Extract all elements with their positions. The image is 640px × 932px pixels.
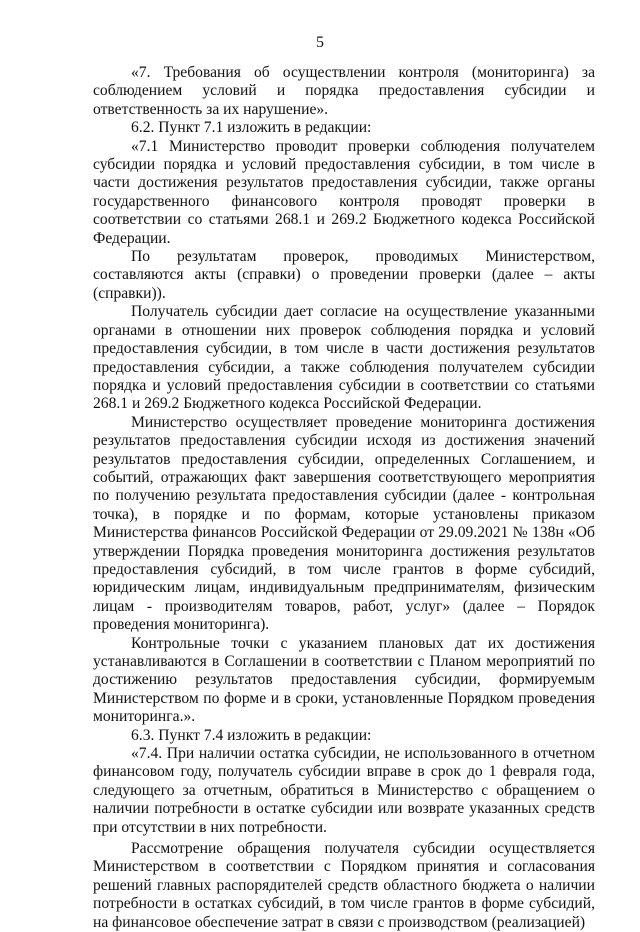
page-number: 5 [316,34,324,51]
paragraph-request-review: Рассмотрение обращения получателя субсидии осуществляется Министерством в соответствии с Порядком принятия и согласования решений главных распорядителей средств областного бюджета о наличии потребности в остатках субсидий, в том числе грантов в форме субсидий, на финансовое обеспечение затрат в связи с производством (реализацией) [93,840,595,931]
paragraph-clause-7-4: «7.4. При наличии остатка субсидии, не использованного в отчетном финансовом году, получатель субсидии вправе в срок до 1 февраля года, следующего за отчетным, обратиться в Министерство с обращением о наличии потребности в остатке субсидии или возврате указанных средств при отсутствии в них потребности. [93,745,595,836]
paragraph-inspection-acts: По результатам проверок, проводимых Министерством, составляются акты (справки) о проведении проверки (далее – акты (справки)). [93,248,595,302]
paragraph-item-6-3: 6.3. Пункт 7.4 изложить в редакции: [131,726,372,744]
paragraph-recipient-consent: Получатель субсидии дает согласие на осуществление указанными органами в отношении них проверок соблюдения порядка и условий предоставления субсидии, в том числе в части достижения результатов предоставления субсидии, а также соблюдения получателем субсидии порядка и условий предоставления субсидии в соответствии со статьями 268.1 и 269.2 Бюджетного кодекса Российской Федерации. [93,303,595,413]
paragraph-control-points: Контрольные точки с указанием плановых дат их достижения устанавливаются в Соглашении в соответствии с Планом мероприятий по достижению результатов предоставления субсидии, формируемым Министерством по форме и в сроки, установленные Порядком проведения мониторинга.». [93,634,595,726]
paragraph-item-6-2: 6.2. Пункт 7.1 изложить в редакции: [131,119,372,137]
paragraph-monitoring: Министерство осуществляет проведение мониторинга достижения результатов предоставления субсидии исходя из достижения значений результатов предоставления субсидии, определенных Соглашением, и событий, отражающих факт завершения соответствующего мероприятия по получению результата предоставления субсидии (далее - контрольная точка), в порядке и по формам, которые установлены приказом Министерства финансов Российской Федерации от 29.09.2021 № 138н «Об утверждении Порядка проведения мониторинга достижения результатов предоставления субсидий, в том числе грантов в форме субсидий, юридическим лицам, индивидуальным предпринимателям, физическим лицам - производителям товаров, работ, услуг» (далее – Порядок проведения мониторинга). [93,413,595,634]
document-body [93,64,595,932]
paragraph-section-7-heading: «7. Требования об осуществлении контроля (мониторинга) за соблюдением условий и порядка предоставления субсидии и ответственность за их нарушение». [93,64,595,118]
paragraph-clause-7-1: «7.1 Министерство проводит проверки соблюдения получателем субсидии порядка и условий предоставления субсидии, в том числе в части достижения результатов предоставления субсидии, также органы государственного финансового контроля проводят проверки в соответствии со статьями 268.1 и 269.2 Бюджетного кодекса Российской Федерации. [93,137,595,247]
